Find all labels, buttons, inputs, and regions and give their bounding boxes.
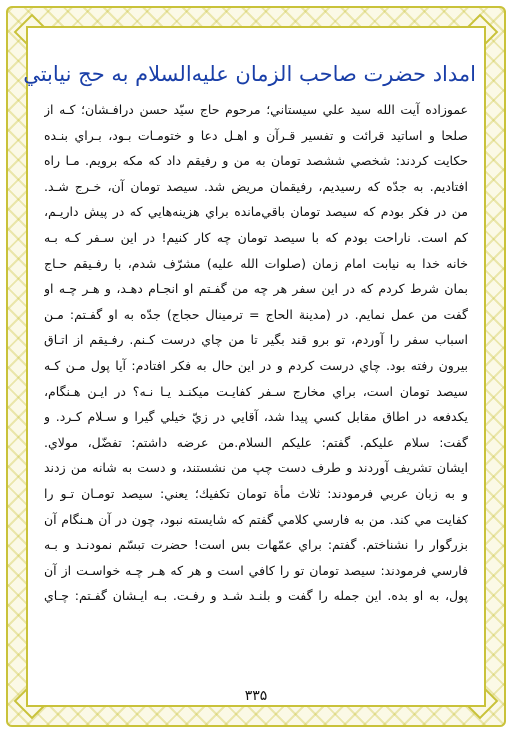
text-line: گفت من عمل نمايم. در (مدينة الحاج = ترمينال حجاج) جدّه به او گفـتم: مـن bbox=[44, 306, 468, 322]
text-line: كفايت مي كند. من به فارسي كلامي گفتم كه شايسته نبود، چون در آن هـنگام آن bbox=[44, 511, 468, 527]
text-line: عموزاده آيت الله سيد علي سيستاني؛ مرحوم حاج سيّد حسن درافـشان؛ كـه از bbox=[44, 102, 468, 117]
text-line: صلحا و اساتيد قرائت و تفسير قـرآن و اهـل دعا و ختومـات بـود، بـراي بنـده bbox=[44, 127, 468, 143]
page-title: امداد حضرت صاحب الزمان عليه‌السلام به حج نيابتي bbox=[23, 62, 476, 86]
text-line: يكدفعه در اطاق مقابل كسي پيدا شد، آقايي در زيّ خيلي گيرا و سـلام كـرد. و bbox=[44, 409, 468, 425]
text-line: من در فكر بودم كه سيصد تومان باقي‌مانده براي هزينه‌هايي كه در پيش داريـم، bbox=[44, 204, 468, 220]
text-line: بيرون رفته بود. چاي درست كردم و در اين حال به فكر افتادم: آيا پول مـن كـه bbox=[44, 357, 468, 373]
text-line: افتاديم. به جدّه كه رسيديم، رفيقمان مريض شد. سيصد تومان آن، خـرج شـد. bbox=[44, 178, 468, 194]
text-line: ايشان تشريف آوردند و طرف دست چپ من نشستند، و دست به شانه من زدند bbox=[44, 460, 468, 476]
text-line: پول، به او بده. اين جمله را گفت و بلنـد شـد و رفـت. بـه ايـشان گفـتم: چـاي bbox=[44, 588, 468, 604]
text-line: بزرگوار را نشناختم. گفتم: براي عمّهات بس است! حضرت تبسّم نمودنـد و بـه bbox=[44, 537, 468, 553]
text-line: گفت: سلام عليكم. گفتم: عليكم السلام.من عرضه داشتم: تفضّل، مولاي. bbox=[44, 434, 468, 450]
text-line: خانه خدا به نيابت امام زمان (صلوات الله عليه) مشرّف شدم، با رفـيقم حـاج bbox=[44, 255, 468, 271]
text-line: كم است. ناراحت بودم كه با سيصد تومان چه كار كنيم! در اين سـفر كـه بـه bbox=[44, 229, 468, 245]
text-line: بمان شرط كردم كه در اين سفر هر چه من گفـتم او انجـام دهـد، و هـر چـه او bbox=[44, 281, 468, 297]
text-line: و به زبان عربي فرمودند: ثلاث مأة تومان تكفيك؛ يعني: سيصد تومـان تـو را bbox=[44, 485, 468, 501]
text-line: فارسي فرمودند: سيصد تومان تو را كافي است و هر كه هـر چـه خواسـت از آن bbox=[44, 562, 468, 578]
text-line: حكايت كردند: شخصي ششصد تومان به من و رفيقم داد كه مكه برويم. مـا راه bbox=[44, 153, 468, 169]
text-line: اسباب سفر را آوردم، تو برو قند بگير تا من چاي درست كـنم. رفـيقم از اتـاق bbox=[44, 332, 468, 348]
text-line: سيصد تومان است، براي مخارج سـفر كفايـت ميكنـد يـا نـه؟ در ايـن هـنگام، bbox=[44, 383, 468, 399]
page-number: ۳۳۵ bbox=[244, 688, 268, 704]
body-text bbox=[44, 97, 468, 609]
